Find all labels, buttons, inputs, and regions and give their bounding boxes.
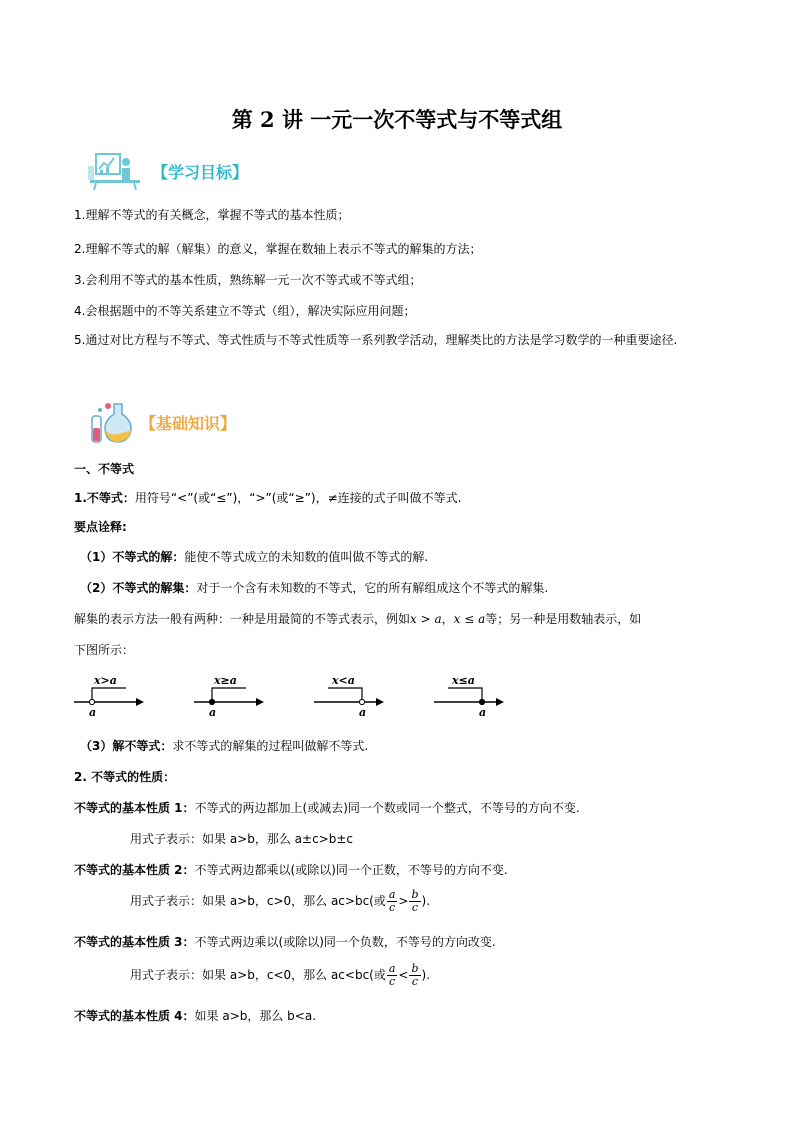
point-solution-set-text: 对于一个含有未知数的不等式，它的所有解组成这个不等式的解集. [196,581,549,595]
point-label: a [479,706,487,718]
section-basic-knowledge-header [86,400,236,444]
inequality-label: x≥a [214,674,237,687]
fraction-b-over-c [409,889,420,914]
goal-item-2: 2.理解不等式的解（解集）的意义，掌握在数轴上表示不等式的解集的方法； [74,242,482,256]
section-learning-goals-title: 【学习目标】 [152,162,249,182]
property-2-label: 不等式的基本性质 2： [74,863,195,877]
solution-range-bracket [328,688,362,702]
point-label: a [359,706,367,718]
goal-item-4: 4.会根据题中的不等关系建立不等式（组），解决实际应用问题； [74,304,416,318]
heading-inequality: 一、不等式 [74,462,135,476]
frac-num: b [411,962,419,975]
frac-num: a [388,888,396,901]
frac-num: b [411,888,419,901]
inequality-label: x>a [94,674,117,687]
inequality-label: x≤a [452,674,475,687]
property-2-formula [130,888,724,914]
axis-arrow [136,698,144,706]
solution-range-bracket [92,688,126,702]
point-label: a [89,706,97,718]
example-x-gt-a: x > a [410,612,442,626]
whiteboard-teacher-icon [86,150,148,192]
property-2-formula-text: 用式子表示：如果 a>b，c>0，那么 ac>bc(或 [130,894,386,908]
axis-arrow [256,698,264,706]
frac-num: a [388,962,396,975]
lab-flask-icon [86,400,136,444]
endpoint-dot [209,699,214,704]
page-title: 第 2 讲 一元一次不等式与不等式组 [231,107,563,132]
fraction-b-over-c [409,963,420,988]
property-2 [74,861,724,879]
frac-den: c [389,975,396,988]
property-3-formula [130,962,724,988]
fraction-a-over-c [387,963,398,988]
fraction-a-over-c [387,889,398,914]
property-4-label: 不等式的基本性质 4： [74,1009,195,1023]
property-2-text: 不等式两边都乘以(或除以)同一个正数，不等号的方向不变. [194,863,508,877]
property-1-label: 不等式的基本性质 1： [74,801,195,815]
number-line-2 [194,672,274,718]
property-1-formula: 用式子表示：如果 a>b，那么 a±c>b±c [130,832,353,846]
property-3-formula-text: 用式子表示：如果 a>b，c<0，那么 ac<bc(或 [130,968,386,982]
endpoint-dot [479,699,484,704]
number-line-1 [74,672,154,718]
point-solve-text: 求不等式的解集的过程叫做解不等式. [172,739,369,753]
frac-den: c [411,901,419,914]
formula-end: ). [421,894,431,908]
goal-item-3: 3.会利用不等式的基本性质，熟练解一元一次不等式或不等式组； [74,273,422,287]
axis-arrow [376,698,384,706]
representation-text-a: 解集的表示方法一般有两种：一种是用最简的不等式表示，例如 [74,612,411,626]
separator: ， [441,612,454,626]
number-line-4 [434,672,514,718]
formula-end: ). [421,968,431,982]
section-learning-goals-header [86,150,248,192]
frac-den: c [389,901,396,914]
property-1-text: 不等式的两边都加上(或减去)同一个数或同一个整式，不等号的方向不变. [194,801,580,815]
frac-den: c [411,975,419,988]
point-solve-inequality [80,737,724,755]
representation-line-1 [74,610,724,628]
definition-text: 用符号“<”(或“≤”)，“>”(或“≥”)，≠连接的式子叫做不等式. [134,491,462,505]
endpoint-dot [89,699,94,704]
representation-text-b: 等；另一种是用数轴表示，如 [485,612,642,626]
goal-item-5: 5.通过对比方程与不等式、等式性质与不等式性质等一系列教学活动，理解类比的方法是学习数学的一种重要途径. [74,333,678,347]
point-solution-set-label: （2）不等式的解集： [80,581,197,595]
property-4 [74,1007,724,1025]
frac-op: > [398,894,409,908]
endpoint-dot [359,699,364,704]
key-points-heading: 要点诠释: [74,520,127,534]
point-label: a [209,706,217,718]
representation-line-2: 下图所示： [74,643,135,657]
definition-label: 1.不等式： [74,491,135,505]
inequality-label: x<a [332,674,355,687]
property-3-label: 不等式的基本性质 3： [74,935,195,949]
point-solution-label: （1）不等式的解： [80,550,185,564]
goal-item-1: 1.理解不等式的有关概念，掌握不等式的基本性质； [74,208,350,222]
heading-properties: 2. 不等式的性质： [74,770,176,784]
property-1 [74,799,724,817]
example-x-le-a: x ≤ a [453,612,486,626]
section-basic-knowledge-title: 【基础知识】 [140,413,237,433]
point-solution [80,548,724,566]
axis-arrow [496,698,504,706]
solution-range-bracket [212,688,246,702]
property-3-text: 不等式两边乘以(或除以)同一个负数，不等号的方向改变. [194,935,496,949]
point-solve-label: （3）解不等式： [80,739,173,753]
point-solution-text: 能使不等式成立的未知数的值叫做不等式的解. [184,550,429,564]
property-4-text: 如果 a>b，那么 b<a. [194,1009,317,1023]
definition-inequality [74,489,724,507]
number-line-3 [314,672,394,718]
point-solution-set [80,579,724,597]
property-3 [74,933,724,951]
frac-op: < [398,968,409,982]
solution-range-bracket [448,688,482,702]
